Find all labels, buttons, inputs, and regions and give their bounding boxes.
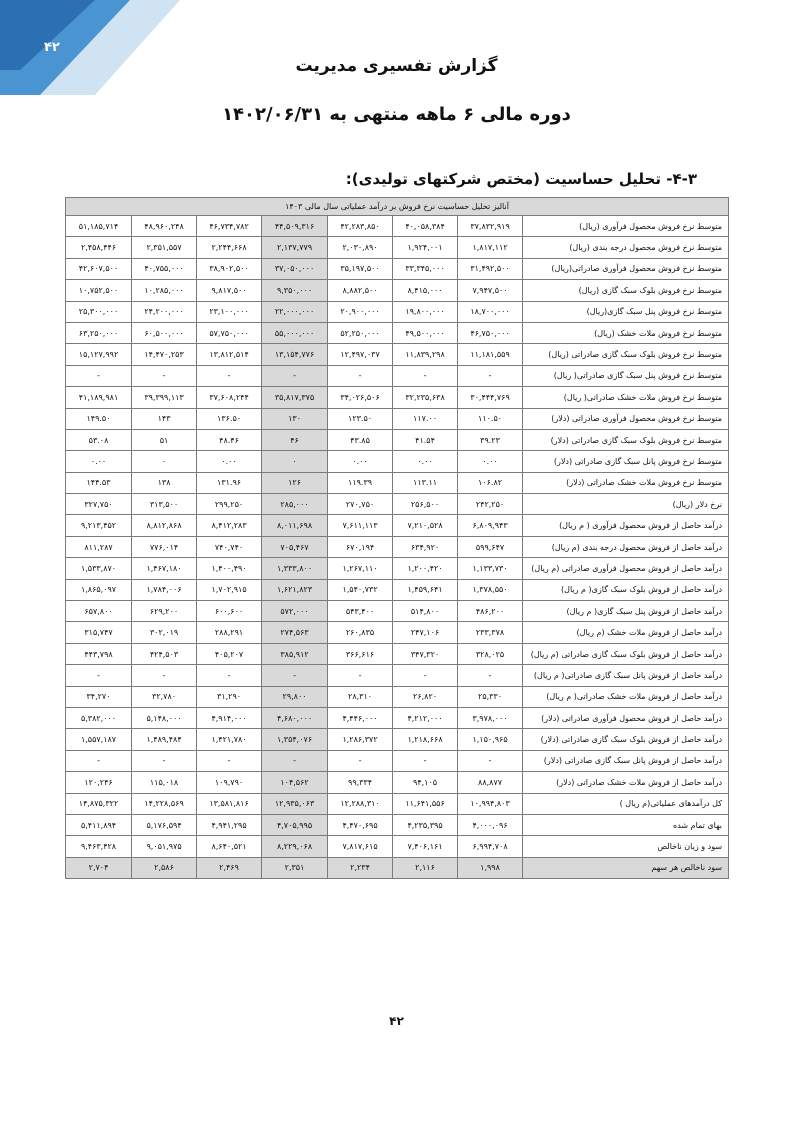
row-label: درآمد حاصل از فروش ملات خشک صادراتی (دلار) [523, 772, 729, 793]
table-cell: ۹,۸۱۷,۵۰۰ [197, 280, 262, 301]
table-cell: ۱۰۴,۵۶۲ [262, 772, 328, 793]
table-cell: - [393, 665, 458, 686]
table-cell: ۱,۴۰۰,۴۹۰ [197, 558, 262, 579]
table-cell: ۵,۳۸۲,۰۰۰ [66, 707, 132, 728]
table-cell: ۲۶۰,۸۳۵ [328, 622, 393, 643]
table-cell: ۱,۲۰۰,۴۲۰ [393, 558, 458, 579]
table-cell: ۴۲,۲۸۳,۸۵۰ [328, 216, 393, 237]
table-row [66, 365, 729, 386]
table-cell: ۱,۳۳۳,۸۰۰ [262, 558, 328, 579]
table-cell: ۱۰,۹۹۴,۸۰۳ [458, 793, 523, 814]
table-cell: ۱۲۰,۲۴۶ [66, 772, 132, 793]
table-cell: ۱,۲۶۷,۱۱۰ [328, 558, 393, 579]
row-label: درآمد حاصل از فروش ملات خشک صادراتی( م ریال) [523, 686, 729, 707]
table-cell: ۲,۰۳۰,۸۹۰ [328, 237, 393, 258]
table-cell: ۵۲,۲۵۰,۰۰۰ [328, 322, 393, 343]
table-cell: ۴,۰۰۰,۰۹۶ [458, 814, 523, 835]
table-cell: ۲,۴۵۸,۴۴۶ [66, 237, 132, 258]
table-cell: ۱,۹۹۸ [458, 857, 523, 878]
row-label: درآمد حاصل از فروش ملات خشک (م ریال) [523, 622, 729, 643]
table-row [66, 643, 729, 664]
table-cell: ۴۱,۱۸۹,۹۸۱ [66, 387, 132, 408]
table-cell: ۷۰۵,۴۶۷ [262, 536, 328, 557]
row-label: درآمد حاصل از فروش بلوک سبک گازی صادراتی (م ریال) [523, 643, 729, 664]
table-cell: ۱۲,۲۸۸,۳۱۰ [328, 793, 393, 814]
table-row [66, 429, 729, 450]
row-label: متوسط نرخ فروش پنل سبک گازی(ریال) [523, 301, 729, 322]
table-row [66, 237, 729, 258]
table-cell: ۱۰,۲۸۵,۰۰۰ [132, 280, 197, 301]
table-cell: ۱۴۴.۵۳ [66, 472, 132, 493]
table-cell: - [262, 665, 328, 686]
table-cell: ۶۰,۵۰۰,۰۰۰ [132, 322, 197, 343]
table-header-row [66, 198, 729, 216]
row-label: متوسط نرخ فروش ملات خشک (ریال) [523, 322, 729, 343]
table-cell: ۱,۹۲۴,۰۰۱ [393, 237, 458, 258]
table-row [66, 408, 729, 429]
table-row [66, 772, 729, 793]
table-cell: ۱,۱۳۳,۷۳۰ [458, 558, 523, 579]
row-label: متوسط نرخ فروش پنل سبک گازی صادراتی( ریال) [523, 365, 729, 386]
table-cell: ۵۳.۰۸ [66, 429, 132, 450]
table-row [66, 216, 729, 237]
table-cell: - [393, 365, 458, 386]
table-cell: ۵,۴۱۱,۸۹۴ [66, 814, 132, 835]
row-label: متوسط نرخ فروش بلوک سبک گازی صادراتی (دلار) [523, 429, 729, 450]
table-cell: ۰.۰۰ [66, 451, 132, 472]
table-cell: ۲۳۳,۳۷۸ [458, 622, 523, 643]
table-cell: ۸,۸۸۲,۵۰۰ [328, 280, 393, 301]
table-cell: ۸,۴۱۵,۰۰۰ [393, 280, 458, 301]
table-cell: ۴۸۶,۲۰۰ [458, 601, 523, 622]
table-cell: ۱۹,۸۰۰,۰۰۰ [393, 301, 458, 322]
section-title: ۴-۳- تحلیل حساسیت (مختص شرکتهای تولیدی): [345, 170, 697, 188]
row-label: نرخ دلار (ریال) [523, 494, 729, 515]
table-cell: - [197, 750, 262, 771]
table-cell: ۷,۲۱۰,۵۲۸ [393, 515, 458, 536]
table-cell: ۲,۳۵۱,۵۵۷ [132, 237, 197, 258]
table-cell: - [458, 365, 523, 386]
row-label: درآمد حاصل از فروش محصول فرآوری ( م ریال) [523, 515, 729, 536]
table-cell: ۳۶۶,۶۱۶ [328, 643, 393, 664]
table-cell: ۴۲,۶۰۷,۵۰۰ [66, 258, 132, 279]
table-cell: ۷۷۶,۰۱۴ [132, 536, 197, 557]
row-label: بهای تمام شده [523, 814, 729, 835]
table-cell: ۲۵۶,۵۰۰ [393, 494, 458, 515]
table-cell: ۱,۲۸۶,۳۷۲ [328, 729, 393, 750]
table-cell: ۱۳۱.۹۶ [197, 472, 262, 493]
table-cell: ۴,۲۱۲,۰۰۰ [393, 707, 458, 728]
table-row [66, 707, 729, 728]
table-cell: ۰.۰۰ [458, 451, 523, 472]
table-cell: - [262, 750, 328, 771]
table-cell: ۱,۵۳۳,۸۷۰ [66, 558, 132, 579]
row-label: متوسط نرخ فروش محصول فرآوری صادراتی(ریال) [523, 258, 729, 279]
table-cell: ۲۷۰,۷۵۰ [328, 494, 393, 515]
table-cell: ۲,۴۶۹ [197, 857, 262, 878]
table-cell: ۱,۳۷۸,۵۵۰ [458, 579, 523, 600]
table-row [66, 814, 729, 835]
table-cell: ۳۴,۲۷۰ [66, 686, 132, 707]
table-row [66, 793, 729, 814]
table-row [66, 322, 729, 343]
table-cell: ۱۳,۱۵۴,۷۷۶ [262, 344, 328, 365]
table-cell: ۳۸,۹۰۲,۵۰۰ [197, 258, 262, 279]
table-cell: - [458, 750, 523, 771]
table-cell: - [262, 365, 328, 386]
table-cell: ۱,۴۶۷,۱۸۰ [132, 558, 197, 579]
table-row [66, 280, 729, 301]
table-cell: ۶۲۹,۲۰۰ [132, 601, 197, 622]
table-cell: ۷,۶۱۱,۱۱۳ [328, 515, 393, 536]
table-cell: ۴۰۵,۲۰۷ [197, 643, 262, 664]
table-cell: ۶۳,۲۵۰,۰۰۰ [66, 322, 132, 343]
table-cell: ۳۵,۸۱۷,۳۷۵ [262, 387, 328, 408]
table-cell: ۵۹۹,۶۴۷ [458, 536, 523, 557]
table-cell: - [132, 365, 197, 386]
table-cell: ۸۱۱,۲۸۷ [66, 536, 132, 557]
table-row [66, 258, 729, 279]
table-cell: ۱۸,۷۰۰,۰۰۰ [458, 301, 523, 322]
table-cell: ۲,۱۳۷,۷۷۹ [262, 237, 328, 258]
table-cell: ۴۶,۷۳۴,۷۸۲ [197, 216, 262, 237]
table-cell: ۱,۴۸۹,۴۸۴ [132, 729, 197, 750]
table-cell: ۱,۲۱۸,۶۶۸ [393, 729, 458, 750]
table-cell: ۱۱,۱۸۱,۵۵۹ [458, 344, 523, 365]
table-cell: ۱۴,۲۲۸,۵۶۹ [132, 793, 197, 814]
table-cell: ۱۲,۴۹۷,۰۳۷ [328, 344, 393, 365]
table-cell: ۲۰,۹۰۰,۰۰۰ [328, 301, 393, 322]
table-cell: - [458, 665, 523, 686]
table-cell: ۵۷,۷۵۰,۰۰۰ [197, 322, 262, 343]
table-cell: - [328, 365, 393, 386]
table-cell: ۳۱,۴۹۲,۵۰۰ [458, 258, 523, 279]
row-label: سود و زیان ناخالص [523, 836, 729, 857]
table-cell: ۴۱.۵۴ [393, 429, 458, 450]
table-row [66, 857, 729, 878]
footer-page-number: ۴۲ [389, 1014, 404, 1028]
table-cell: ۳۲۷,۷۵۰ [66, 494, 132, 515]
table-row [66, 515, 729, 536]
table-cell: ۰ [262, 451, 328, 472]
row-label: متوسط نرخ فروش بلوک سبک گازی صادراتی (ریال) [523, 344, 729, 365]
table-cell: ۳۰,۴۴۴,۷۶۹ [458, 387, 523, 408]
table-cell: ۲,۵۸۶ [132, 857, 197, 878]
row-label: درآمد حاصل از فروش محصول فرآوری صادراتی (دلار) [523, 707, 729, 728]
table-cell: ۳۲۸,۰۲۵ [458, 643, 523, 664]
table-cell: ۱,۸۶۵,۰۹۷ [66, 579, 132, 600]
table-cell: ۵۷۲,۰۰۰ [262, 601, 328, 622]
table-cell: ۲۸,۳۱۰ [328, 686, 393, 707]
table-cell: ۱۳۸ [132, 472, 197, 493]
table-cell: ۱۴۹.۵۰ [66, 408, 132, 429]
table-row [66, 472, 729, 493]
table-cell: - [132, 665, 197, 686]
table-row [66, 622, 729, 643]
table-cell: ۴۰,۷۵۵,۰۰۰ [132, 258, 197, 279]
table-cell: ۲۶,۸۲۰ [393, 686, 458, 707]
table-cell: ۷۴۰,۷۴۰ [197, 536, 262, 557]
row-label: کل درآمدهای عملیاتی(م ریال ) [523, 793, 729, 814]
table-cell: ۵,۱۴۸,۰۰۰ [132, 707, 197, 728]
table-cell: ۳۱۵,۷۴۷ [66, 622, 132, 643]
table-row [66, 729, 729, 750]
table-cell: ۴,۴۴۶,۰۰۰ [328, 707, 393, 728]
table-cell: ۲,۳۵۱ [262, 857, 328, 878]
row-label: متوسط نرخ فروش پانل سبک گازی صادراتی (دلار) [523, 451, 729, 472]
table-cell: ۰.۰۰ [197, 451, 262, 472]
table-cell: ۹,۴۶۳,۴۲۸ [66, 836, 132, 857]
table-cell: ۱۱۹.۳۹ [328, 472, 393, 493]
table-cell: ۴۳.۸۵ [328, 429, 393, 450]
table-cell: ۹,۲۱۳,۴۵۲ [66, 515, 132, 536]
table-cell: ۲۸۸,۲۹۱ [197, 622, 262, 643]
table-cell: ۲۷۴,۵۶۳ [262, 622, 328, 643]
row-label: متوسط نرخ فروش محصول فرآوری صادراتی (دلار) [523, 408, 729, 429]
table-cell: ۲۴۷,۱۰۶ [393, 622, 458, 643]
report-title: گزارش تفسیری مدیریت [295, 56, 498, 76]
table-cell: ۱,۳۵۴,۰۷۶ [262, 729, 328, 750]
table-cell: ۳۷,۸۳۲,۹۱۹ [458, 216, 523, 237]
table-cell: ۱۲۳.۵۰ [328, 408, 393, 429]
table-cell: ۱۳,۵۸۱,۸۱۶ [197, 793, 262, 814]
row-label: متوسط نرخ فروش بلوک سبک گازی (ریال) [523, 280, 729, 301]
table-cell: ۴۹,۵۰۰,۰۰۰ [393, 322, 458, 343]
table-cell: ۲,۲۳۴ [328, 857, 393, 878]
row-label: سود ناخالص هر سهم [523, 857, 729, 878]
table-cell: ۵,۱۷۶,۵۹۴ [132, 814, 197, 835]
table-cell: ۳۷,۶۰۸,۲۴۴ [197, 387, 262, 408]
table-row [66, 301, 729, 322]
table-cell: - [197, 665, 262, 686]
table-cell: ۰.۰۰ [328, 451, 393, 472]
table-cell: ۱,۵۵۷,۱۸۷ [66, 729, 132, 750]
table-cell: ۶,۸۰۹,۹۴۳ [458, 515, 523, 536]
table-cell: ۳۲,۲۳۵,۶۳۸ [393, 387, 458, 408]
table-cell: ۳۰۲,۰۱۹ [132, 622, 197, 643]
row-label: درآمد حاصل از فروش بلوک سبک گازی صادراتی (دلار) [523, 729, 729, 750]
table-cell: ۲,۲۴۴,۶۶۸ [197, 237, 262, 258]
table-cell: ۱۳,۸۱۲,۵۱۴ [197, 344, 262, 365]
table-cell: ۳,۹۷۸,۰۰۰ [458, 707, 523, 728]
table-cell: ۹۴,۱۰۵ [393, 772, 458, 793]
table-cell: ۰ [132, 451, 197, 472]
table-cell: ۸,۶۴۰,۵۲۱ [197, 836, 262, 857]
row-label: درآمد حاصل از فروش پانل سبک گازی صادراتی( م ریال) [523, 665, 729, 686]
row-label: درآمد حاصل از فروش محصول فرآوری صادراتی (م ریال) [523, 558, 729, 579]
table-row [66, 344, 729, 365]
table-cell: ۱۱۷.۰۰ [393, 408, 458, 429]
table-cell: ۱,۴۲۱,۷۸۰ [197, 729, 262, 750]
table-cell: - [66, 665, 132, 686]
table-cell: ۱۱۵,۰۱۸ [132, 772, 197, 793]
table-cell: ۱۱,۶۴۱,۵۵۶ [393, 793, 458, 814]
table-cell: ۲۲,۰۰۰,۰۰۰ [262, 301, 328, 322]
row-label: درآمد حاصل از فروش بلوک سبک گازی( م ریال) [523, 579, 729, 600]
table-cell: ۸,۸۱۲,۸۶۸ [132, 515, 197, 536]
table-cell: ۹۹,۳۳۴ [328, 772, 393, 793]
table-cell: ۱۳۶.۵۰ [197, 408, 262, 429]
table-cell: ۴۴۳,۷۹۸ [66, 643, 132, 664]
table-cell: ۱۰,۷۵۲,۵۰۰ [66, 280, 132, 301]
table-cell: ۳۲,۷۸۰ [132, 686, 197, 707]
table-cell: ۴,۷۰۵,۹۹۵ [262, 814, 328, 835]
table-cell: - [66, 365, 132, 386]
table-row [66, 579, 729, 600]
table-cell: ۱۳۰ [262, 408, 328, 429]
table-cell: - [328, 665, 393, 686]
row-label: متوسط نرخ فروش ملات خشک صادراتی (دلار) [523, 472, 729, 493]
table-cell: ۱۱۰.۵۰ [458, 408, 523, 429]
table-cell: ۹,۳۵۰,۰۰۰ [262, 280, 328, 301]
table-cell: ۵۵,۰۰۰,۰۰۰ [262, 322, 328, 343]
table-cell: ۲۹۹,۲۵۰ [197, 494, 262, 515]
table-cell: ۳۹.۲۳ [458, 429, 523, 450]
table-cell: ۳۱۳,۵۰۰ [132, 494, 197, 515]
row-label: متوسط نرخ فروش محصول درجه بندی (ریال) [523, 237, 729, 258]
table-cell: ۴۰,۰۵۸,۳۸۴ [393, 216, 458, 237]
table-cell: ۲۵,۳۳۰ [458, 686, 523, 707]
table-cell: ۱۱۳.۱۱ [393, 472, 458, 493]
corner-decoration [0, 0, 180, 95]
table-cell: ۵۱,۱۸۵,۷۱۴ [66, 216, 132, 237]
row-label: متوسط نرخ فروش ملات خشک صادراتی( ریال) [523, 387, 729, 408]
table-cell: ۱,۸۱۷,۱۱۲ [458, 237, 523, 258]
table-cell: ۳۵,۱۹۷,۵۰۰ [328, 258, 393, 279]
table-cell: ۷,۹۴۷,۵۰۰ [458, 280, 523, 301]
table-cell: ۱,۶۲۱,۸۲۳ [262, 579, 328, 600]
table-cell: ۲۴,۲۰۰,۰۰۰ [132, 301, 197, 322]
table-cell: ۰.۰۰ [393, 451, 458, 472]
table-cell: ۲۴۲,۲۵۰ [458, 494, 523, 515]
table-cell: ۱۲۶ [262, 472, 328, 493]
table-cell: - [328, 750, 393, 771]
table-cell: ۴,۶۸۰,۰۰۰ [262, 707, 328, 728]
table-cell: ۴۴,۵۰۹,۳۱۶ [262, 216, 328, 237]
row-label: درآمد حاصل از فروش محصول درجه بندی (م ریال) [523, 536, 729, 557]
table-cell: - [197, 365, 262, 386]
table-cell: ۴,۹۴۱,۲۹۵ [197, 814, 262, 835]
table-cell: - [393, 750, 458, 771]
table-cell: ۴۶,۷۵۰,۰۰۰ [458, 322, 523, 343]
table-cell: ۲۵,۳۰۰,۰۰۰ [66, 301, 132, 322]
table-cell: ۵۴۳,۴۰۰ [328, 601, 393, 622]
table-cell: ۱,۷۸۴,۰۰۶ [132, 579, 197, 600]
table-cell: ۴۸.۴۶ [197, 429, 262, 450]
table-cell: ۶۳۴,۹۲۰ [393, 536, 458, 557]
table-cell: ۳۴۷,۳۲۰ [393, 643, 458, 664]
table-cell: ۱,۵۴۰,۷۳۲ [328, 579, 393, 600]
row-label: درآمد حاصل از فروش پانل سبک گازی صادراتی (دلار) [523, 750, 729, 771]
table-cell: ۱۴۳ [132, 408, 197, 429]
table-cell: ۱۱,۸۳۹,۲۹۸ [393, 344, 458, 365]
row-label: متوسط نرخ فروش محصول فرآوری (ریال) [523, 216, 729, 237]
table-row [66, 686, 729, 707]
table-cell: ۱,۱۵۰,۹۶۵ [458, 729, 523, 750]
table-cell: ۹,۰۵۱,۹۷۵ [132, 836, 197, 857]
table-cell: ۱,۷۰۲,۹۱۵ [197, 579, 262, 600]
table-row [66, 387, 729, 408]
sensitivity-table [65, 197, 729, 879]
page-number-badge: ۴۲ [44, 40, 60, 55]
table-cell: ۴۲۴,۵۰۳ [132, 643, 197, 664]
table-cell: ۳۱,۲۹۰ [197, 686, 262, 707]
table-cell: ۲۹,۸۰۰ [262, 686, 328, 707]
table-cell: ۴,۴۷۰,۶۹۵ [328, 814, 393, 835]
table-cell: ۳۹,۳۹۹,۱۱۳ [132, 387, 197, 408]
table-cell: - [132, 750, 197, 771]
table-cell: ۲,۷۰۴ [66, 857, 132, 878]
table-cell: ۱۰۹,۷۹۰ [197, 772, 262, 793]
table-cell: ۳۸۵,۹۱۲ [262, 643, 328, 664]
table-cell: ۲۳,۱۰۰,۰۰۰ [197, 301, 262, 322]
row-label: درآمد حاصل از فروش پنل سبک گازی( م ریال) [523, 601, 729, 622]
table-row [66, 601, 729, 622]
table-cell: ۶۵۷,۸۰۰ [66, 601, 132, 622]
table-cell: ۳۷,۰۵۰,۰۰۰ [262, 258, 328, 279]
table-cell: ۴,۲۳۵,۳۹۵ [393, 814, 458, 835]
table-row [66, 536, 729, 557]
table-cell: ۶۷۰,۱۹۴ [328, 536, 393, 557]
table-cell: ۶۰۰,۶۰۰ [197, 601, 262, 622]
table-cell: ۱۰۶.۸۲ [458, 472, 523, 493]
table-cell: - [66, 750, 132, 771]
table-cell: ۶,۹۹۴,۷۰۸ [458, 836, 523, 857]
table-cell: ۱۴,۴۷۰,۲۵۳ [132, 344, 197, 365]
table-cell: ۸,۰۱۱,۶۹۸ [262, 515, 328, 536]
table-cell: ۲۸۵,۰۰۰ [262, 494, 328, 515]
table-cell: ۲,۱۱۶ [393, 857, 458, 878]
table-cell: ۸,۴۱۲,۲۸۳ [197, 515, 262, 536]
table-cell: ۵۱۴,۸۰۰ [393, 601, 458, 622]
table-cell: ۷,۴۰۶,۱۶۱ [393, 836, 458, 857]
table-row [66, 836, 729, 857]
table-cell: ۱۵,۱۲۷,۹۹۲ [66, 344, 132, 365]
table-cell: ۷,۸۱۷,۶۱۵ [328, 836, 393, 857]
table-cell: ۱,۴۵۹,۶۴۱ [393, 579, 458, 600]
table-row [66, 451, 729, 472]
table-cell: ۵۱ [132, 429, 197, 450]
table-cell: ۴,۹۱۴,۰۰۰ [197, 707, 262, 728]
table-cell: ۴۸,۹۶۰,۲۴۸ [132, 216, 197, 237]
table-row [66, 665, 729, 686]
table-row [66, 494, 729, 515]
table-cell: ۳۴,۰۲۶,۵۰۶ [328, 387, 393, 408]
table-cell: ۱۲,۹۳۵,۰۶۳ [262, 793, 328, 814]
table-cell: ۸,۲۲۹,۰۶۸ [262, 836, 328, 857]
table-row [66, 558, 729, 579]
table-cell: ۱۴,۸۷۵,۳۲۲ [66, 793, 132, 814]
period-title: دوره مالی ۶ ماهه منتهی به ۱۴۰۲/۰۶/۳۱ [222, 104, 571, 125]
table-cell: ۳۳,۳۴۵,۰۰۰ [393, 258, 458, 279]
table-cell: ۴۶ [262, 429, 328, 450]
table-row [66, 750, 729, 771]
table-cell: ۸۸,۸۷۷ [458, 772, 523, 793]
table-header: آنالیز تحلیل حساسیت نرخ فروش بر درآمد عملیاتی سال مالی ۱۴۰۳ [66, 198, 729, 216]
